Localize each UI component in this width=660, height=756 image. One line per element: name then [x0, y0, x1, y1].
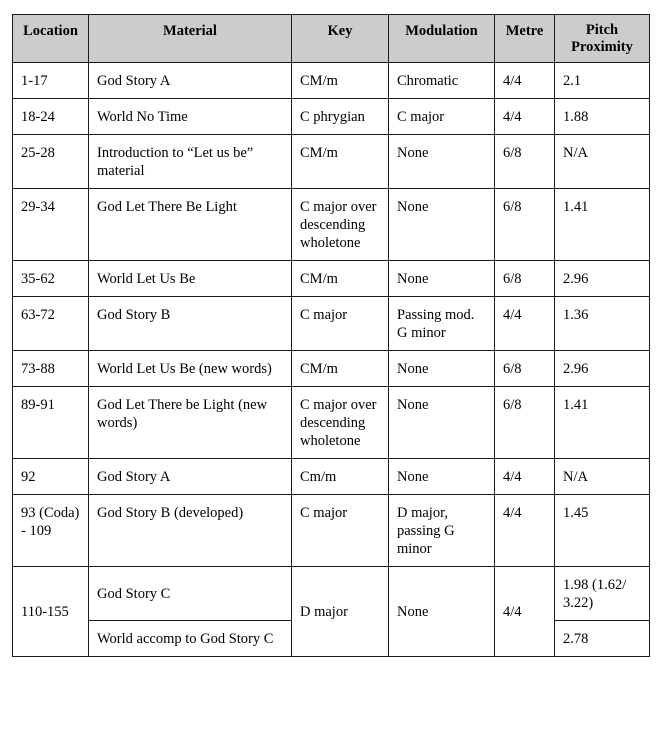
- table-row: [13, 99, 650, 135]
- analysis-table: [12, 14, 650, 657]
- cell-modulation: None: [389, 567, 495, 657]
- cell-metre: 6/8: [495, 351, 555, 387]
- cell-pitch: 1.88: [555, 99, 650, 135]
- cell-material: God Story C: [89, 567, 292, 621]
- cell-location: 89-91: [13, 387, 89, 459]
- cell-metre: 4/4: [495, 459, 555, 495]
- cell-modulation: None: [389, 135, 495, 189]
- table-row: [13, 135, 650, 189]
- cell-material: God Let There Be Light: [89, 189, 292, 261]
- cell-material: Introduction to “Let us be” material: [89, 135, 292, 189]
- cell-pitch: 2.96: [555, 261, 650, 297]
- cell-location: 1-17: [13, 63, 89, 99]
- cell-pitch: 1.98 (1.62/ 3.22): [555, 567, 650, 621]
- cell-location: 93 (Coda) - 109: [13, 495, 89, 567]
- header-row: [13, 15, 650, 63]
- cell-modulation: None: [389, 261, 495, 297]
- table-row: [13, 297, 650, 351]
- cell-metre: 6/8: [495, 261, 555, 297]
- cell-key: CM/m: [292, 261, 389, 297]
- table-row: [13, 567, 650, 621]
- cell-pitch: 1.41: [555, 189, 650, 261]
- cell-key: CM/m: [292, 351, 389, 387]
- cell-location: 25-28: [13, 135, 89, 189]
- table-row: [13, 351, 650, 387]
- cell-pitch: 1.41: [555, 387, 650, 459]
- header-key: Key: [292, 15, 389, 63]
- cell-key: C major over descending wholetone: [292, 189, 389, 261]
- cell-material: God Story B (developed): [89, 495, 292, 567]
- cell-material: World Let Us Be (new words): [89, 351, 292, 387]
- cell-pitch: N/A: [555, 135, 650, 189]
- cell-location: 92: [13, 459, 89, 495]
- cell-key: C major: [292, 297, 389, 351]
- header-pitch-proximity: Pitch Proximity: [555, 15, 650, 63]
- cell-material: World Let Us Be: [89, 261, 292, 297]
- cell-material: World accomp to God Story C: [89, 621, 292, 657]
- cell-key: C major over descending wholetone: [292, 387, 389, 459]
- cell-metre: 4/4: [495, 297, 555, 351]
- table-row: [13, 189, 650, 261]
- cell-location: 110-155: [13, 567, 89, 657]
- table-row: [13, 387, 650, 459]
- cell-material: God Let There be Light (new words): [89, 387, 292, 459]
- cell-pitch: 2.1: [555, 63, 650, 99]
- cell-modulation: None: [389, 387, 495, 459]
- cell-metre: 4/4: [495, 495, 555, 567]
- cell-location: 29-34: [13, 189, 89, 261]
- table-row: [13, 495, 650, 567]
- cell-material: God Story A: [89, 63, 292, 99]
- cell-material: World No Time: [89, 99, 292, 135]
- cell-material: God Story A: [89, 459, 292, 495]
- cell-material: God Story B: [89, 297, 292, 351]
- cell-modulation: Passing mod. G minor: [389, 297, 495, 351]
- header-metre: Metre: [495, 15, 555, 63]
- cell-pitch: 1.36: [555, 297, 650, 351]
- cell-metre: 4/4: [495, 63, 555, 99]
- cell-location: 63-72: [13, 297, 89, 351]
- cell-metre: 6/8: [495, 387, 555, 459]
- header-location: Location: [13, 15, 89, 63]
- cell-location: 73-88: [13, 351, 89, 387]
- cell-key: CM/m: [292, 135, 389, 189]
- cell-pitch: N/A: [555, 459, 650, 495]
- cell-pitch: 2.96: [555, 351, 650, 387]
- cell-modulation: D major, passing G minor: [389, 495, 495, 567]
- cell-key: C major: [292, 495, 389, 567]
- cell-key: CM/m: [292, 63, 389, 99]
- cell-metre: 4/4: [495, 567, 555, 657]
- cell-modulation: None: [389, 351, 495, 387]
- cell-location: 18-24: [13, 99, 89, 135]
- cell-modulation: None: [389, 189, 495, 261]
- cell-metre: 6/8: [495, 189, 555, 261]
- cell-pitch: 2.78: [555, 621, 650, 657]
- table-row: [13, 459, 650, 495]
- table-row: [13, 261, 650, 297]
- cell-key: D major: [292, 567, 389, 657]
- cell-pitch: 1.45: [555, 495, 650, 567]
- cell-key: C phrygian: [292, 99, 389, 135]
- cell-modulation: Chromatic: [389, 63, 495, 99]
- cell-metre: 4/4: [495, 99, 555, 135]
- cell-modulation: C major: [389, 99, 495, 135]
- header-material: Material: [89, 15, 292, 63]
- header-modulation: Modulation: [389, 15, 495, 63]
- cell-modulation: None: [389, 459, 495, 495]
- table-row: [13, 63, 650, 99]
- cell-key: Cm/m: [292, 459, 389, 495]
- cell-location: 35-62: [13, 261, 89, 297]
- cell-metre: 6/8: [495, 135, 555, 189]
